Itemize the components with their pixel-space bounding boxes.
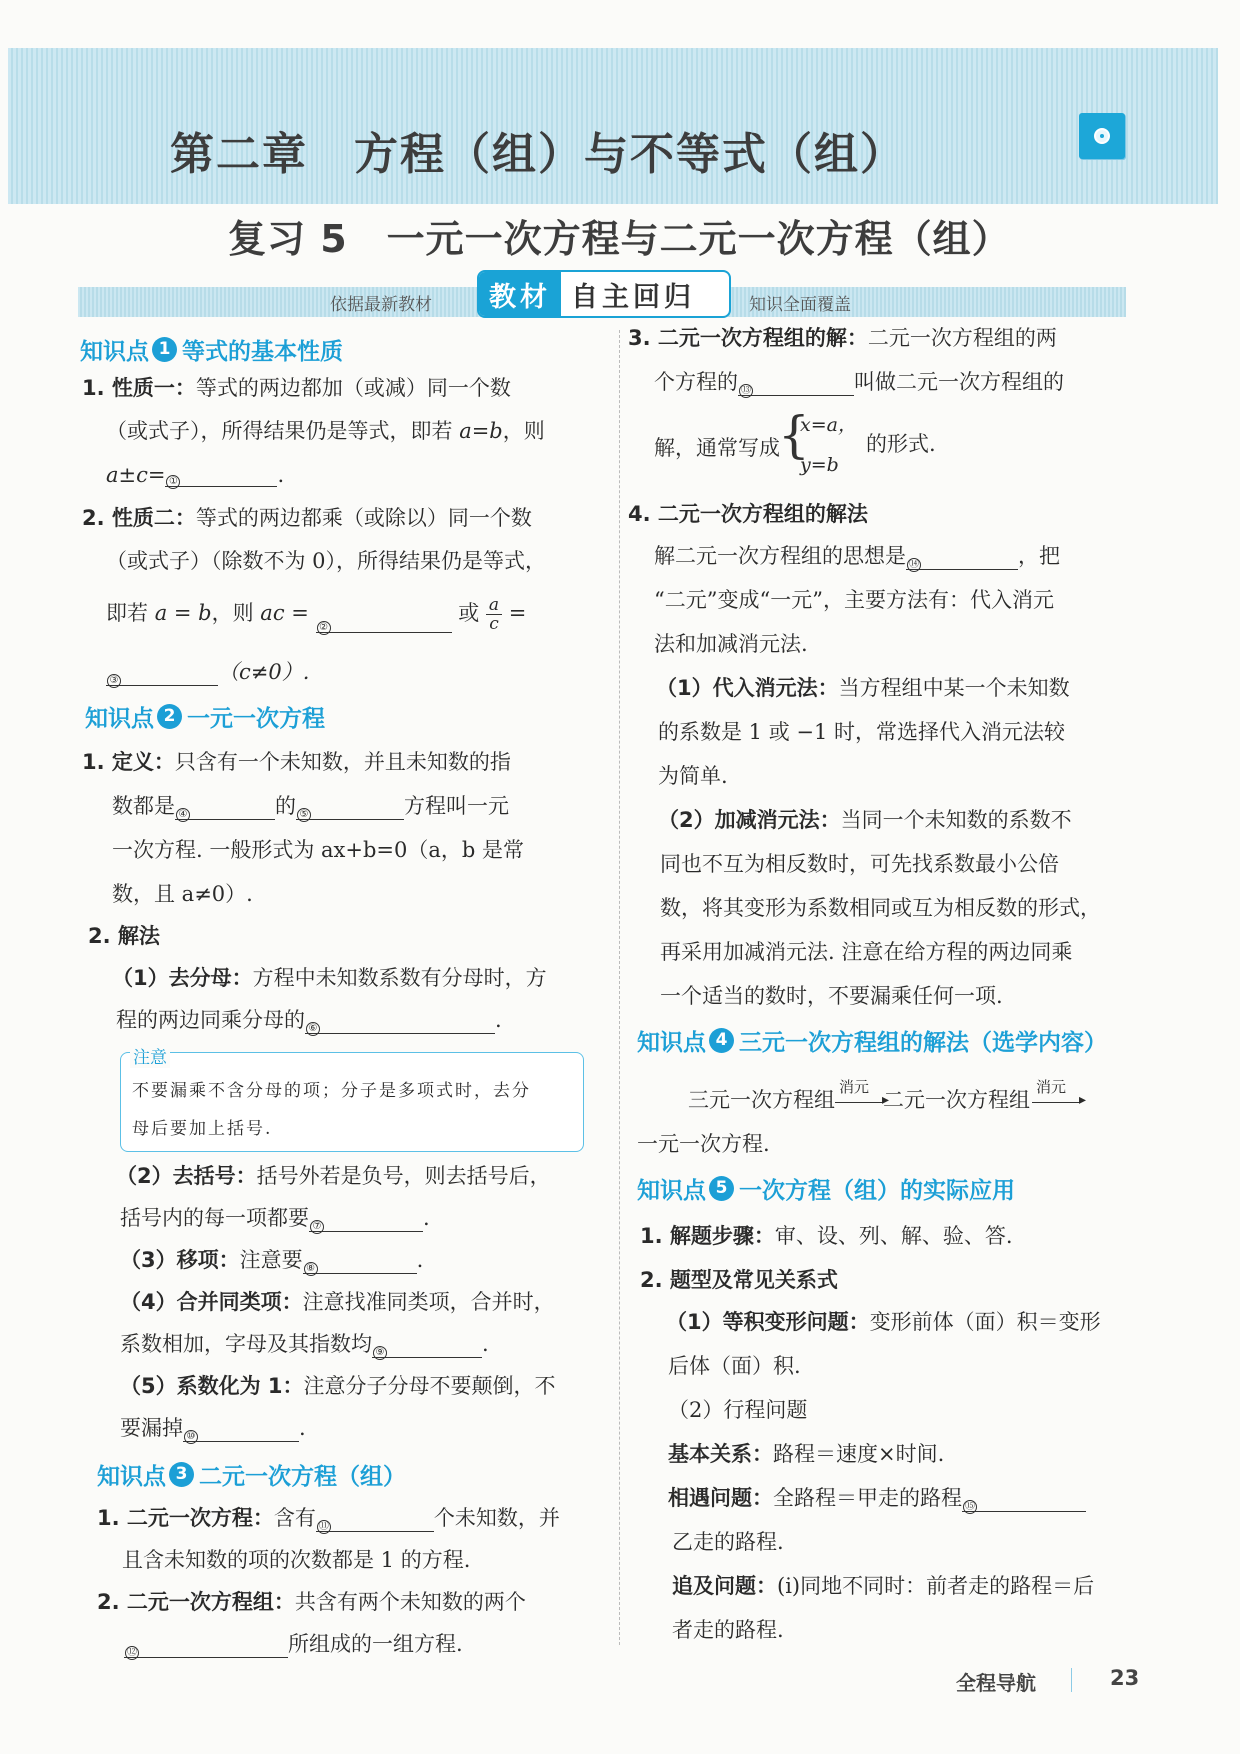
kp3-line4: ⑫ 所组成的一组方程. (124, 1628, 463, 1658)
kp2-heading (85, 700, 325, 733)
r4b-line2: 同也不互为相反数时，可先找系数最小公倍 (660, 852, 1059, 876)
kp2-line9: 括号内的每一项都要 ⑦ . (120, 1206, 430, 1232)
kp-number: 4 (709, 1028, 734, 1053)
kp5-heading (637, 1172, 1015, 1205)
footer-nav: 全程导航 (956, 1671, 1036, 1695)
kp4-line2: 一元一次方程. (637, 1132, 770, 1156)
r4-line2: “二元”变成“一元”，主要方法有：代入消元 (654, 588, 1054, 612)
kp1-line3: a±c= ① . (106, 463, 285, 487)
chapter-title: 第二章 方程（组）与不等式（组） (170, 129, 906, 180)
kp-title: 一元一次方程 (187, 706, 325, 732)
kp2-line11: （4）合并同类项：注意找准同类项，合并时， (120, 1290, 555, 1314)
r4b-line3: 数，将其变形为系数相同或互为相反数的形式， (660, 896, 1101, 920)
kp2-line1: 1. 定义：只含有一个未知数，并且未知数的指 (82, 750, 511, 774)
r3-line1: 3. 二元一次方程组的解：二元一次方程组的两 (628, 326, 1057, 350)
kp5-line7: 相遇问题：全路程＝甲走的路程 ⑮ (668, 1482, 1086, 1512)
kp-number: 1 (152, 337, 177, 362)
footer-separator (1071, 1668, 1072, 1692)
lesson-title: 复习 5 一元一次方程与二元一次方程（组） (228, 217, 1011, 261)
kp1-line5: （或式子）（除数不为 0），所得结果仍是等式， (106, 549, 547, 573)
kp1-line6: 即若 a = b，则 ac = ② 或 $\frac{a}{c}$ = (106, 595, 527, 634)
kp4-heading (637, 1024, 1107, 1057)
r4b-line1: （2）加减消元法：当同一个未知数的系数不 (658, 808, 1072, 832)
kp2-line7: 程的两边同乘分母的 ⑥ . (116, 1008, 502, 1034)
r4a-line3: 为简单. (658, 764, 728, 788)
r3-line3: 解，通常写成 (654, 436, 780, 460)
kp-title: 三元一次方程组的解法（选学内容） (739, 1030, 1107, 1056)
kp2-line8: （2）去括号：括号外若是负号，则去括号后， (116, 1164, 551, 1188)
r4-line1: 解二元一次方程组的思想是 ⑭ ，把 (654, 544, 1060, 570)
kp2-line2: 数都是 ④ 的 ⑤ 方程叫一元 (112, 794, 509, 820)
kp2-line4: 数，且 a≠0）. (112, 882, 253, 906)
note-tag: 注意 (130, 1043, 170, 1068)
kp2-line14: 要漏掉 ⑩ . (120, 1416, 306, 1442)
answer-blank-2[interactable]: ② (316, 608, 452, 633)
answer-blank-8[interactable]: ⑧ (303, 1249, 417, 1274)
kp5-line8: 乙走的路程. (672, 1530, 784, 1554)
answer-blank-6[interactable]: ⑥ (305, 1009, 495, 1034)
kp1-line1: 1. 性质一：等式的两边都加（或减）同一个数 (82, 376, 511, 400)
kp2-line6: （1）去分母：方程中未知数系数有分母时，方 (112, 966, 547, 990)
kp2-line12: 系数相加，字母及其指数均 ⑨ . (120, 1332, 489, 1358)
r4a-line1: （1）代入消元法：当方程组中某一个未知数 (656, 676, 1070, 700)
kp5-line4: 后体（面）积. (668, 1354, 801, 1378)
r3-line3b: 的形式. (866, 432, 936, 456)
r4b-line5: 一个适当的数时，不要漏乘任何一项. (660, 984, 1003, 1008)
kp5-line1: 1. 解题步骤：审、设、列、解、验、答. (640, 1224, 1013, 1248)
kp1-line7: ③ （c≠0）. (106, 656, 309, 686)
kp-number: 2 (157, 704, 182, 729)
pill-part2: 自主回归 (571, 281, 695, 313)
kp-label: 知识点 (637, 1030, 706, 1056)
answer-blank-1[interactable]: ① (165, 462, 277, 487)
note-line2: 母后要加上括号. (132, 1119, 273, 1139)
note-line1: 不要漏乘不含分母的项；分子是多项式时，去分 (132, 1081, 531, 1101)
arrow-icon: 消元 ▸ (1032, 1100, 1080, 1103)
band-left-text: 依据最新教材 (330, 295, 432, 315)
kp-number: 5 (709, 1176, 734, 1201)
target-icon (1079, 113, 1125, 159)
kp-title: 一次方程（组）的实际应用 (739, 1178, 1015, 1204)
kp5-line9: 追及问题：(ⅰ)同地不同时：前者走的路程＝后 (672, 1574, 1095, 1598)
answer-blank-9[interactable]: ⑨ (372, 1333, 482, 1358)
kp1-line2: （或式子），所得结果仍是等式，即若 a=b，则 (106, 419, 545, 443)
arrow-icon: 消元 ▸ (835, 1100, 883, 1103)
answer-blank-15[interactable]: ⑮ (962, 1487, 1086, 1512)
system-eq1: x=a， (800, 414, 857, 436)
kp5-line10: 者走的路程. (672, 1618, 784, 1642)
kp2-line13: （5）系数化为 1：注意分子分母不要颠倒，不 (120, 1374, 556, 1398)
answer-blank-10[interactable]: ⑩ (183, 1417, 299, 1442)
kp3-line2: 且含未知数的项的次数都是 1 的方程. (122, 1548, 471, 1572)
answer-blank-11[interactable]: ⑪ (316, 1507, 434, 1532)
kp-label: 知识点 (97, 1464, 166, 1490)
kp-label: 知识点 (80, 339, 149, 365)
answer-blank-7[interactable]: ⑦ (309, 1207, 423, 1232)
pill-part1: 教材 (479, 272, 561, 316)
page-number: 23 (1110, 1666, 1140, 1690)
answer-blank-14[interactable]: ⑭ (906, 545, 1018, 570)
kp2-line10: （3）移项：注意要 ⑧ . (120, 1248, 424, 1274)
section-pill (477, 270, 731, 318)
r4b-line4: 再采用加减消元法. 注意在给方程的两边同乘 (660, 940, 1073, 964)
r4a-line2: 的系数是 1 或 −1 时，常选择代入消元法较 (658, 720, 1066, 744)
answer-blank-12[interactable]: ⑫ (124, 1633, 288, 1658)
brace-icon: { (778, 406, 810, 464)
kp-label: 知识点 (637, 1178, 706, 1204)
kp1-line4: 2. 性质二：等式的两边都乘（或除以）同一个数 (82, 506, 532, 530)
answer-blank-13[interactable]: ⑬ (738, 371, 854, 396)
answer-blank-5[interactable]: ⑤ (296, 795, 404, 820)
kp5-line5: （2）行程问题 (668, 1398, 808, 1422)
r3-line2: 个方程的 ⑬ 叫做二元一次方程组的 (654, 370, 1064, 396)
kp-label: 知识点 (85, 706, 154, 732)
band-right-text: 知识全面覆盖 (749, 295, 851, 315)
fraction-a-over-c: $\frac{a}{c}$ (486, 596, 502, 633)
system-eq2: y=b (800, 454, 839, 476)
column-divider (619, 330, 620, 1645)
kp2-line5: 2. 解法 (88, 924, 160, 948)
answer-blank-4[interactable]: ④ (175, 795, 275, 820)
kp5-line3: （1）等积变形问题：变形前体（面）积＝变形 (666, 1310, 1101, 1334)
kp-title: 二元一次方程（组） (199, 1464, 406, 1490)
kp-title: 等式的基本性质 (182, 339, 343, 365)
kp-number: 3 (169, 1462, 194, 1487)
kp3-heading (97, 1458, 406, 1491)
kp2-line3: 一次方程. 一般形式为 ax+b=0（a，b 是常 (112, 838, 525, 862)
kp5-line6: 基本关系：路程＝速度×时间. (668, 1442, 945, 1466)
kp3-line1: 1. 二元一次方程：含有 ⑪ 个未知数，并 (97, 1506, 560, 1532)
answer-blank-3[interactable]: ③ (106, 661, 218, 686)
r4-heading: 4. 二元一次方程组的解法 (628, 502, 868, 526)
kp1-heading (80, 333, 343, 366)
r4-line3: 法和加减消元法. (654, 632, 808, 656)
kp3-line3: 2. 二元一次方程组：共含有两个未知数的两个 (97, 1590, 526, 1614)
kp5-line2: 2. 题型及常见关系式 (640, 1268, 838, 1292)
kp4-flow: 三元一次方程组 消元 ▸ 二元一次方程组 消元 ▸ (688, 1084, 1080, 1114)
